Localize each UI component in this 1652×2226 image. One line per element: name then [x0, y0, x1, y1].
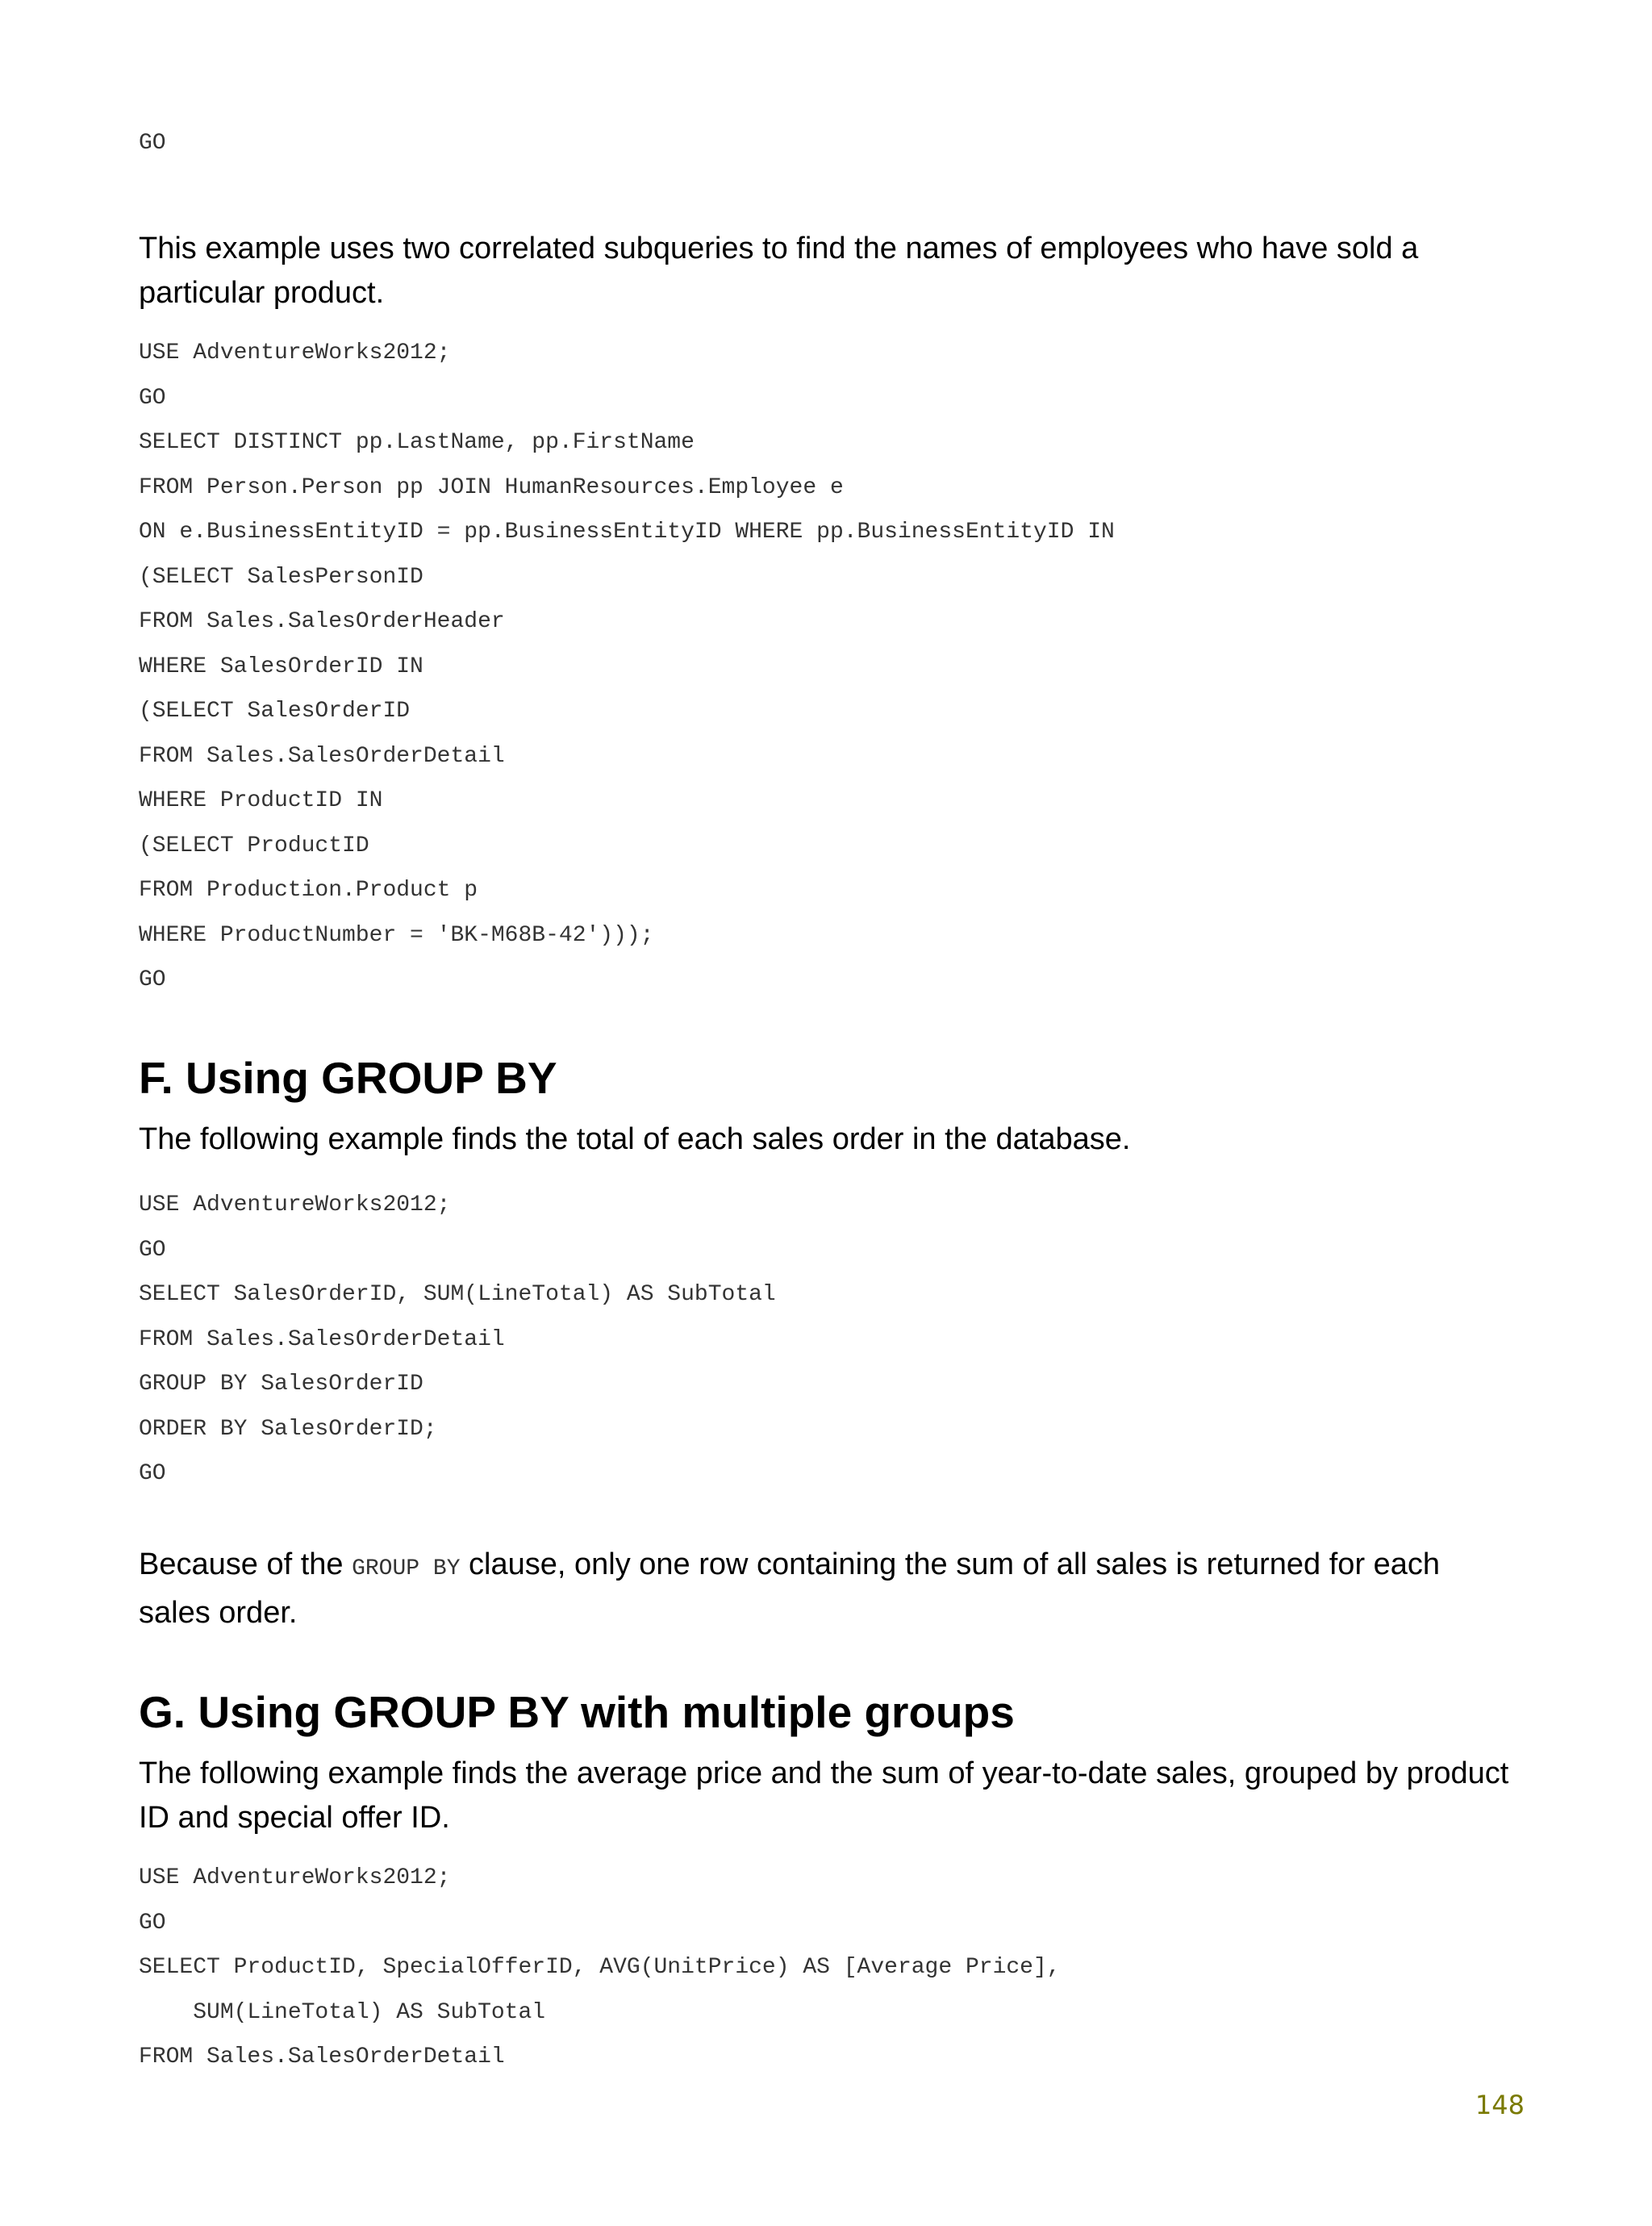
code-lines — [139, 121, 1518, 166]
paragraph-correlated-subqueries — [139, 227, 1518, 315]
code-line: GO — [139, 1461, 166, 1486]
code-lines — [139, 1856, 1518, 2080]
section-note — [139, 1543, 1518, 1635]
section-f-note-block — [139, 1543, 1518, 1635]
code-line: USE AdventureWorks2012; — [139, 1865, 451, 1890]
code-line: GO — [139, 967, 166, 992]
section-g-heading-block — [139, 1685, 1518, 1739]
code-line: SELECT DISTINCT pp.LastName, pp.FirstName — [139, 430, 695, 455]
code-line: WHERE ProductNumber = 'BK-M68B-42'))); — [139, 922, 654, 948]
code-line: WHERE SalesOrderID IN — [139, 654, 423, 679]
section-g-intro-block — [139, 1752, 1518, 1840]
code-line: WHERE ProductID IN — [139, 788, 383, 813]
code-lines — [139, 1183, 1518, 1497]
code-line: FROM Sales.SalesOrderHeader — [139, 609, 505, 634]
page-number: 148 — [1475, 2090, 1525, 2120]
note-text-before: Because of the — [139, 1547, 353, 1581]
code-line: FROM Sales.SalesOrderDetail — [139, 743, 505, 769]
code-line: SUM(LineTotal) AS SubTotal — [139, 1999, 546, 2025]
code-block-correlated-subqueries — [139, 331, 1518, 1003]
code-line: GO — [139, 385, 166, 411]
code-line: ON e.BusinessEntityID = pp.BusinessEntityID WHERE pp.BusinessEntityID IN — [139, 520, 1115, 545]
inline-code-group-by: GROUP BY — [352, 1556, 461, 1581]
code-line: FROM Sales.SalesOrderDetail — [139, 1326, 505, 1352]
code-line: (SELECT ProductID — [139, 833, 369, 858]
code-line: FROM Sales.SalesOrderDetail — [139, 2044, 505, 2069]
code-lines — [139, 331, 1518, 1003]
code-line: FROM Production.Product p — [139, 878, 478, 903]
code-block-top — [139, 121, 1518, 166]
note-text-after: clause, only one row containing the sum of all sales is returned for each sales order. — [139, 1547, 1441, 1630]
code-line: SELECT SalesOrderID, SUM(LineTotal) AS SubTotal — [139, 1282, 776, 1307]
code-line: GO — [139, 1910, 166, 1936]
code-line: (SELECT SalesPersonID — [139, 564, 423, 590]
code-line: ORDER BY SalesOrderID; — [139, 1416, 437, 1442]
section-f-intro-block — [139, 1117, 1518, 1162]
code-line: GO — [139, 131, 166, 156]
code-block-group-by — [139, 1183, 1518, 1497]
code-line: FROM Person.Person pp JOIN HumanResources.Employee e — [139, 474, 844, 500]
section-heading: G. Using GROUP BY with multiple groups — [139, 1687, 1015, 1737]
code-line: USE AdventureWorks2012; — [139, 340, 451, 365]
paragraph-text: This example uses two correlated subqueries to find the names of employees who have sold a particular product. — [139, 232, 1419, 310]
section-heading: F. Using GROUP BY — [139, 1053, 557, 1103]
code-block-group-by-multiple — [139, 1856, 1518, 2080]
code-line: SELECT ProductID, SpecialOfferID, AVG(UnitPrice) AS [Average Price], — [139, 1955, 1061, 1980]
code-line: (SELECT SalesOrderID — [139, 699, 411, 724]
section-intro: The following example finds the average price and the sum of year-to-date sales, grouped by product ID and special offer ID. — [139, 1756, 1509, 1835]
section-f-heading-block — [139, 1050, 1518, 1105]
code-line: GROUP BY SalesOrderID — [139, 1372, 423, 1397]
code-line: GO — [139, 1237, 166, 1263]
code-line: USE AdventureWorks2012; — [139, 1192, 451, 1217]
section-intro: The following example finds the total of each sales order in the database. — [139, 1122, 1131, 1156]
